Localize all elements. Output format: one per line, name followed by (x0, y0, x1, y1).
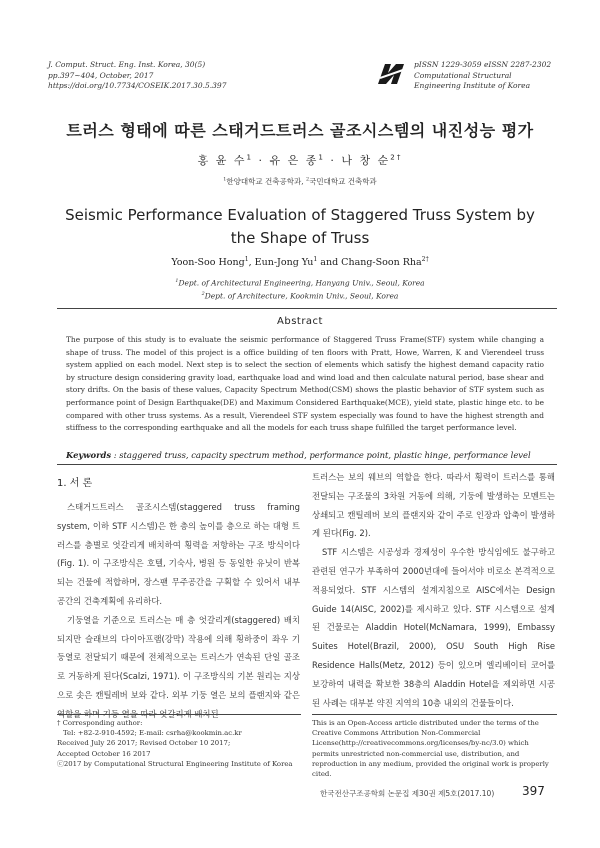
page-number: 397 (522, 784, 545, 798)
footnote-corresponding (57, 718, 307, 769)
author-sep: · (253, 154, 270, 167)
journal-pages: pp.397~404, October, 2017 (48, 70, 154, 80)
affil-ko-1-sup: 1 (223, 176, 227, 183)
affil-ko-2: 국민대학교 건축학과 (309, 177, 377, 186)
title-korean: 트러스 형태에 따른 스태거드트러스 골조시스템의 내진성능 평가 (66, 121, 534, 140)
society-name-line1: Computational Structural (414, 70, 512, 80)
body-column-left (57, 498, 300, 724)
body-paragraph: STF 시스템은 시공성과 경제성이 우수한 방식임에도 불구하고 관련된 연구가 부족하여 2000년대에 들어서야 비로소 본격적으로 적용되었다. STF 시스템의 설계지침으로 AISC에서는 Design Guide 14(AISC, 2002)를 제시하고 있다. STF 시스템으로 설계된 건물로는 Aladdin Hotel(McNamara, 1999), Embassy Suites Hotel(Brazil, 2000), OSU South High Rise Residence Halls(Metz, 2012) 등이 있으며 엘리베이터 코어를 보강하여 내력을 확보한 38층의 Aladdin Hotel을 제외하면 시공된 사례는 대부분 약진 지역의 10층 내외의 건물들이다. (312, 547, 555, 708)
author-en-2-sup: 1 (313, 256, 318, 263)
keywords-text: : staggered truss, capacity spectrum method, performance point, plastic hinge, performance level (111, 450, 531, 460)
abstract-bottom-rule (57, 464, 557, 465)
authors-english (0, 256, 600, 268)
keywords (66, 450, 544, 460)
society-name-line2: Engineering Institute of Korea (414, 81, 531, 90)
corresponding-author-label: † Corresponding author: (57, 719, 143, 727)
authors-korean (0, 152, 600, 168)
abstract-top-rule (57, 308, 557, 309)
affil-en-1-text: Dept. of Architectural Engineering, Hanyang Univ., Seoul, Korea (178, 278, 425, 288)
issn: pISSN 1229-3059 eISSN 2287-2302 (414, 60, 552, 69)
affil-ko-1: 한양대학교 건축공학과, (226, 177, 306, 186)
body-paragraph: 스태거드트러스 골조시스템(staggered truss framing system, 이하 STF 시스템)은 한 층의 높이를 층으로 하는 대형 트러스를 층별로 엇갈리게 배치하여 횡력을 저항하는 구조 방식이다(Fig. 1). 이 구조방식은 호텔, 기숙사, 병원 등 동일한 유닛이 반복되는 건물에 적합하며, 장스팬 무주공간을 구획할 수 있어서 내부 공간의 건축계획에 유리하다. (57, 502, 300, 606)
author-ko-1-sup: 1 (246, 152, 253, 162)
footnote-rule-left (57, 714, 301, 715)
copyright: ⓒ2017 by Computational Structural Engineering Institute of Korea (57, 759, 293, 768)
author-en-1-sup: 1 (244, 256, 249, 263)
footnote-rule-right (312, 714, 557, 715)
affil-en-1 (0, 276, 600, 289)
affil-ko-2-sup: 2 (306, 176, 310, 183)
author-en-3-sup: 2† (421, 256, 429, 263)
abstract-text: The purpose of this study is to evaluate the seismic performance of Staggered Truss Frame(STF) system while changing a shape of truss. The model of this project is a office building of ten floors with Pratt, Howe, Warren, K and Vierendeel truss system applied on each model. Next step is to select the section of elements which satisfy the highest demand capacity ratio by structure design considering gravity load, earthquake load and wind load and then calculate natural period, base shear and story drifts. On the basis of these values, Capacity Spectrum Method(CSM) shows the plastic behavior of STF system such as performance point of Design Earthquake(DE) and Maximum Considered Earthquake(MCE), yield state, plastic hinge etc. to be compared with other truss systems. As a result, Vierendeel STF system especially was found to have the highest strength and stiffness to the corresponding earthquake and all the models for each truss shape fulfilled the target performance level. (66, 335, 544, 433)
affil-en-2-text: Dept. of Architecture, Kookmin Univ., Seoul, Korea (204, 291, 399, 301)
affiliations-english (0, 276, 600, 302)
author-sep: · (324, 154, 342, 167)
journal-citation: J. Comput. Struct. Eng. Inst. Korea, 30(5) (48, 60, 206, 69)
corresponding-contact: Tel: +82-2-910-4592; E-mail: csrha@kookmin.ac.kr (63, 729, 242, 738)
title-english-line1: Seismic Performance Evaluation of Staggered Truss System by (65, 206, 535, 224)
title-english-line2: the Shape of Truss (230, 229, 370, 247)
affil-en-1-sup: 1 (175, 278, 179, 284)
footnote-license: This is an Open-Access article distributed under the terms of the Creative Commons Attribution Non-Commercial License(http://creativecommons.org/licenses/by-nc/3.0) which permits unrestricted non-commercial use, distribution, and reproduction in any medium, provided the original work is properly cited. (312, 719, 549, 779)
body-paragraph: 트러스는 보의 웨브의 역할을 한다. 따라서 횡력이 트러스를 통해 전달되는 구조물의 3차원 거동에 의해, 기둥에 발생하는 모멘트는 상쇄되고 캔틸레버 보의 플랜지와 같이 주로 인장과 압축이 발생하게 된다(Fig. 2). (312, 472, 555, 539)
body-paragraph: 기둥열을 기준으로 트러스는 매 층 엇갈리게(staggered) 배치되지만 슬래브의 다이아프램(강막) 작용에 의해 횡하중이 좌우 기둥열로 전달되기 때문에 전체적으로는 트러스가 연속된 단일 골조로 거동하게 된다(Scalzi, 1971). 이 구조방식의 기본 원리는 지상으로 솟은 캔틸레버 보와 같다. 외부 기둥 열은 보의 플랜지와 같은 역할을 하며 기둥 열을 따라 엇갈리게 배치된 (57, 614, 300, 719)
affil-en-2-sup: 2 (201, 291, 205, 297)
journal-footer: 한국전산구조공학회 논문집 제30권 제5호(2017.10) (320, 789, 495, 798)
author-en-1: Yoon-Soo Hong (171, 257, 245, 269)
affiliations-korean (0, 176, 600, 187)
author-ko-1: 홍 윤 수 (197, 154, 247, 167)
author-ko-2: 유 은 종 (269, 154, 319, 167)
section-1-title: 1. 서 론 (57, 478, 93, 489)
abstract-heading: Abstract (277, 316, 323, 327)
author-ko-3: 나 창 순 (341, 154, 391, 167)
author-en-3: and Chang-Soon Rha (317, 257, 422, 269)
journal-header-right (414, 60, 551, 92)
author-ko-3-sup: 2† (390, 152, 403, 162)
body-column-right (312, 468, 555, 712)
title-english (40, 204, 560, 250)
received-date: Received July 26 2017; Revised October 10 2017; (57, 739, 231, 748)
doi-link[interactable]: https://doi.org/10.7734/COSEIK.2017.30.5.397 (48, 81, 227, 90)
journal-header-left (48, 60, 226, 92)
author-en-2: , Eun-Jong Yu (248, 257, 314, 269)
author-ko-2-sup: 1 (318, 152, 325, 162)
keywords-label: Keywords (66, 450, 112, 460)
society-logo-icon (376, 62, 406, 86)
affil-en-2 (0, 289, 600, 302)
accepted-date: Accepted October 16 2017 (57, 749, 151, 758)
